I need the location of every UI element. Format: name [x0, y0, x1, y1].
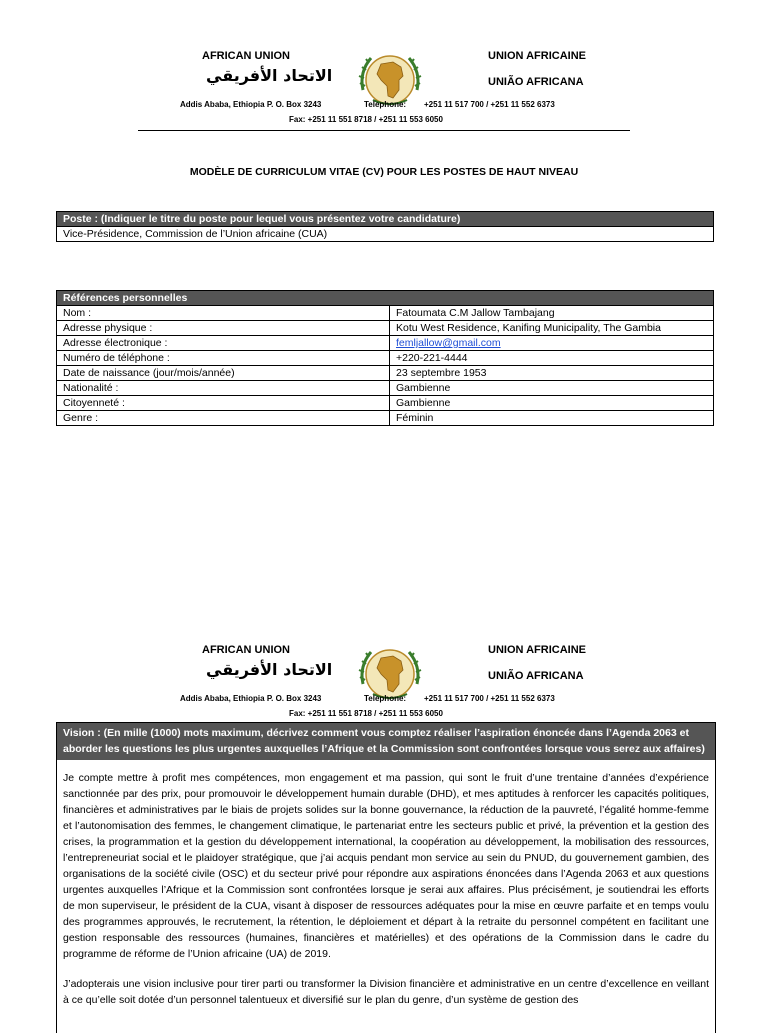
vision-header: Vision : (En mille (1000) mots maximum, décrivez comment vous comptez réaliser l’aspiration énoncée dans l’Agenda 2063 et aborder les questions les plus urgentes auxquelles l’Afrique et la Commission sont confrontées lorsque vous serez aux affaires): [57, 723, 715, 760]
table-row: [57, 411, 714, 426]
row-label: Adresse physique :: [57, 321, 390, 336]
document-title: MODÈLE DE CURRICULUM VITAE (CV) POUR LES POSTES DE HAUT NIVEAU: [189, 166, 579, 178]
table-row: [57, 381, 714, 396]
row-value: +220-221-4444: [390, 351, 714, 366]
org-name-en: AFRICAN UNION: [202, 644, 290, 656]
vision-paragraph: J’adopterais une vision inclusive pour tirer parti ou transformer la Division financière et administrative en un centre d’excellence en veillant à ce qu’elle soit dotée d’un personnel talentueux et diversifié sur le plan du genre, d’un système de gestion des: [63, 978, 709, 1006]
table-row: [57, 396, 714, 411]
fax-line: Fax: +251 11 551 8718 / +251 11 553 6050: [289, 115, 443, 124]
row-label: Nom :: [57, 306, 390, 321]
org-name-pt: UNIÃO AFRICANA: [488, 670, 584, 682]
org-name-pt: UNIÃO AFRICANA: [488, 76, 584, 88]
telephone-numbers: +251 11 517 700 / +251 11 552 6373: [424, 100, 555, 109]
row-value: Féminin: [390, 411, 714, 426]
fax-line: Fax: +251 11 551 8718 / +251 11 553 6050: [289, 709, 443, 718]
poste-value: Vice-Présidence, Commission de l’Union africaine (CUA): [57, 227, 714, 242]
row-label: Date de naissance (jour/mois/année): [57, 366, 390, 381]
row-value: Kotu West Residence, Kanifing Municipality, The Gambia: [390, 321, 714, 336]
org-name-ar: الاتحاد الأفريقي: [206, 660, 333, 679]
org-name-fr: UNION AFRICAINE: [488, 50, 586, 62]
letterhead: [0, 50, 768, 150]
org-name-en: AFRICAN UNION: [202, 50, 290, 62]
table-row: [57, 321, 714, 336]
row-label: Nationalité :: [57, 381, 390, 396]
row-label: Numéro de téléphone :: [57, 351, 390, 366]
address-line: Addis Ababa, Ethiopia P. O. Box 3243: [180, 694, 322, 703]
telephone-numbers: +251 11 517 700 / +251 11 552 6373: [424, 694, 555, 703]
row-label: Genre :: [57, 411, 390, 426]
row-label: Citoyenneté :: [57, 396, 390, 411]
header-divider: [138, 130, 630, 131]
poste-table: [56, 211, 714, 242]
email-link[interactable]: femljallow@gmail.com: [396, 337, 501, 349]
vision-body: [57, 760, 715, 1008]
row-label: Adresse électronique :: [57, 336, 390, 351]
personal-references-header: Références personnelles: [57, 291, 714, 306]
org-name-fr: UNION AFRICAINE: [488, 644, 586, 656]
telephone-label: Telephone:: [364, 694, 407, 703]
table-row: [57, 336, 714, 351]
row-value: Gambienne: [390, 396, 714, 411]
telephone-label: Telephone:: [364, 100, 407, 109]
table-row: [57, 351, 714, 366]
vision-paragraph: Je compte mettre à profit mes compétences, mon engagement et ma passion, qui sont le fruit d’une trentaine d’années d’expérience sanctionnée par des prix, pour promouvoir le développement humain durable (DHD), et mes aptitudes à renforcer les capacités politiques, financières et administratives par le biais de projets solides sur la bonne gouvernance, la réduction de la pauvreté, l’égalité homme-femme et l’autonomisation des femmes, le changement climatique, le partenariat entre les secteurs public et privé, la prévention et la gestion des crises, la programmation et la gestion du développement international, la coopération au développement, la mobilisation des ressources, l’entrepreneuriat social et le plaidoyer stratégique, que j’ai acquis pendant mon service au sein du PNUD, du gouvernement gambien, des organisations de la société civile (OSC) et du secteur privé pour répondre aux aspirations énoncées dans l’Agenda 2063 et aux questions urgentes auxquelles l’Afrique et la Commission sont confrontées lorsque je serai aux affaires. Plus précisément, je soutiendrai les efforts de mon superviseur, le président de la CUA, visant à disposer de ressources adéquates pour la mise en œuvre parfaite et en temps voulu des programmes approuvés, le recrutement, la rétention, le déploiement et départ à la retraite du personnel compétent en facilitant une gestion responsable des ressources (humaines, financières et matérielles) et des opérations de la Commission dans le cadre du programme de réforme de l’Union africaine (UA) de 2019.: [63, 772, 709, 960]
poste-header: Poste : (Indiquer le titre du poste pour lequel vous présentez votre candidature): [57, 212, 714, 227]
row-value: Fatoumata C.M Jallow Tambajang: [390, 306, 714, 321]
personal-references-table: [56, 290, 714, 426]
row-value: Gambienne: [390, 381, 714, 396]
address-line: Addis Ababa, Ethiopia P. O. Box 3243: [180, 100, 322, 109]
vision-section: [56, 722, 716, 1033]
table-row: [57, 306, 714, 321]
table-row: [57, 366, 714, 381]
org-name-ar: الاتحاد الأفريقي: [206, 66, 333, 85]
row-value-email: [390, 336, 714, 351]
row-value: 23 septembre 1953: [390, 366, 714, 381]
